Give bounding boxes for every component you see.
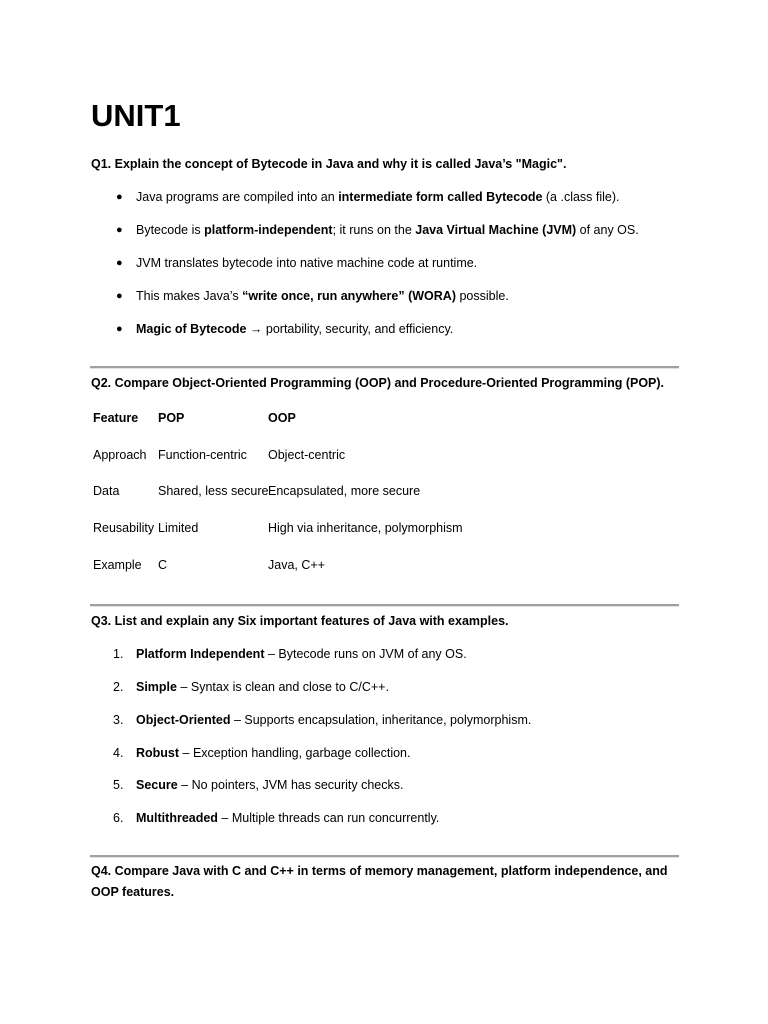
table-cell: Approach xyxy=(93,448,147,462)
list-item-text: Simple – Syntax is clean and close to C/C++. xyxy=(136,680,389,694)
section-divider xyxy=(90,604,679,607)
table-cell: Object-centric xyxy=(268,448,346,462)
list-item-text: Robust – Exception handling, garbage collection. xyxy=(136,746,411,760)
list-number: 6. xyxy=(113,811,124,825)
page-title: UNIT1 xyxy=(91,98,181,133)
list-number: 3. xyxy=(113,713,124,727)
list-item xyxy=(0,286,768,306)
table-cell: Encapsulated, more secure xyxy=(268,484,421,498)
list-item-text: Bytecode is platform-independent; it runs on the Java Virtual Machine (JVM) of any OS. xyxy=(136,223,639,237)
table-cell: Shared, less secure xyxy=(158,484,269,498)
list-item-text: Platform Independent – Bytecode runs on JVM of any OS. xyxy=(136,647,467,661)
list-item-text: Multithreaded – Multiple threads can run concurrently. xyxy=(136,811,440,825)
table-cell: Java, C++ xyxy=(268,558,325,572)
table-cell: C xyxy=(158,558,168,572)
list-number: 4. xyxy=(113,746,124,760)
table-cell: Function-centric xyxy=(158,448,247,462)
list-item-text: This makes Java’s “write once, run anywhere” (WORA) possible. xyxy=(136,289,509,303)
table-header-feature: Feature xyxy=(93,411,139,425)
list-number: 5. xyxy=(113,778,124,792)
list-number: 1. xyxy=(113,647,124,661)
question-2: Q2. Compare Object-Oriented Programming (OOP) and Procedure-Oriented Programming (POP). xyxy=(91,376,665,390)
list-item xyxy=(0,253,768,273)
table-cell: Example xyxy=(93,558,142,572)
table-cell: High via inheritance, polymorphism xyxy=(268,521,463,535)
table-cell: Data xyxy=(93,484,120,498)
bullet-icon: ● xyxy=(116,191,123,203)
table-cell: Reusability xyxy=(93,521,155,535)
list-item-text: Java programs are compiled into an intermediate form called Bytecode (a .class file). xyxy=(136,190,620,204)
table-header-oop: OOP xyxy=(268,411,296,425)
table-header-pop: POP xyxy=(158,411,185,425)
list-item xyxy=(0,220,768,240)
question-4: Q4. Compare Java with C and C++ in terms of memory management, platform independence, and OOP features. xyxy=(91,864,668,899)
list-item xyxy=(0,677,768,697)
bullet-icon: ● xyxy=(116,290,123,302)
list-item-text: Object-Oriented – Supports encapsulation, inheritance, polymorphism. xyxy=(136,713,532,727)
bullet-icon: ● xyxy=(116,323,123,335)
list-item xyxy=(0,644,768,664)
question-3: Q3. List and explain any Six important features of Java with examples. xyxy=(91,614,509,628)
list-item-text: JVM translates bytecode into native machine code at runtime. xyxy=(136,256,478,270)
question-1: Q1. Explain the concept of Bytecode in Java and why it is called Java’s "Magic". xyxy=(91,157,567,171)
list-item xyxy=(0,775,768,795)
list-item-text: Secure – No pointers, JVM has security checks. xyxy=(136,778,404,792)
section-divider xyxy=(90,855,679,858)
list-item-text: Magic of Bytecode → portability, security, and efficiency. xyxy=(136,322,454,336)
list-item xyxy=(0,743,768,763)
bullet-icon: ● xyxy=(116,224,123,236)
section-divider xyxy=(90,366,679,369)
list-item xyxy=(0,710,768,730)
list-number: 2. xyxy=(113,680,124,694)
list-item xyxy=(0,187,768,207)
bullet-icon: ● xyxy=(116,257,123,269)
list-item xyxy=(0,808,768,828)
table-cell: Limited xyxy=(158,521,199,535)
list-item xyxy=(0,319,768,339)
